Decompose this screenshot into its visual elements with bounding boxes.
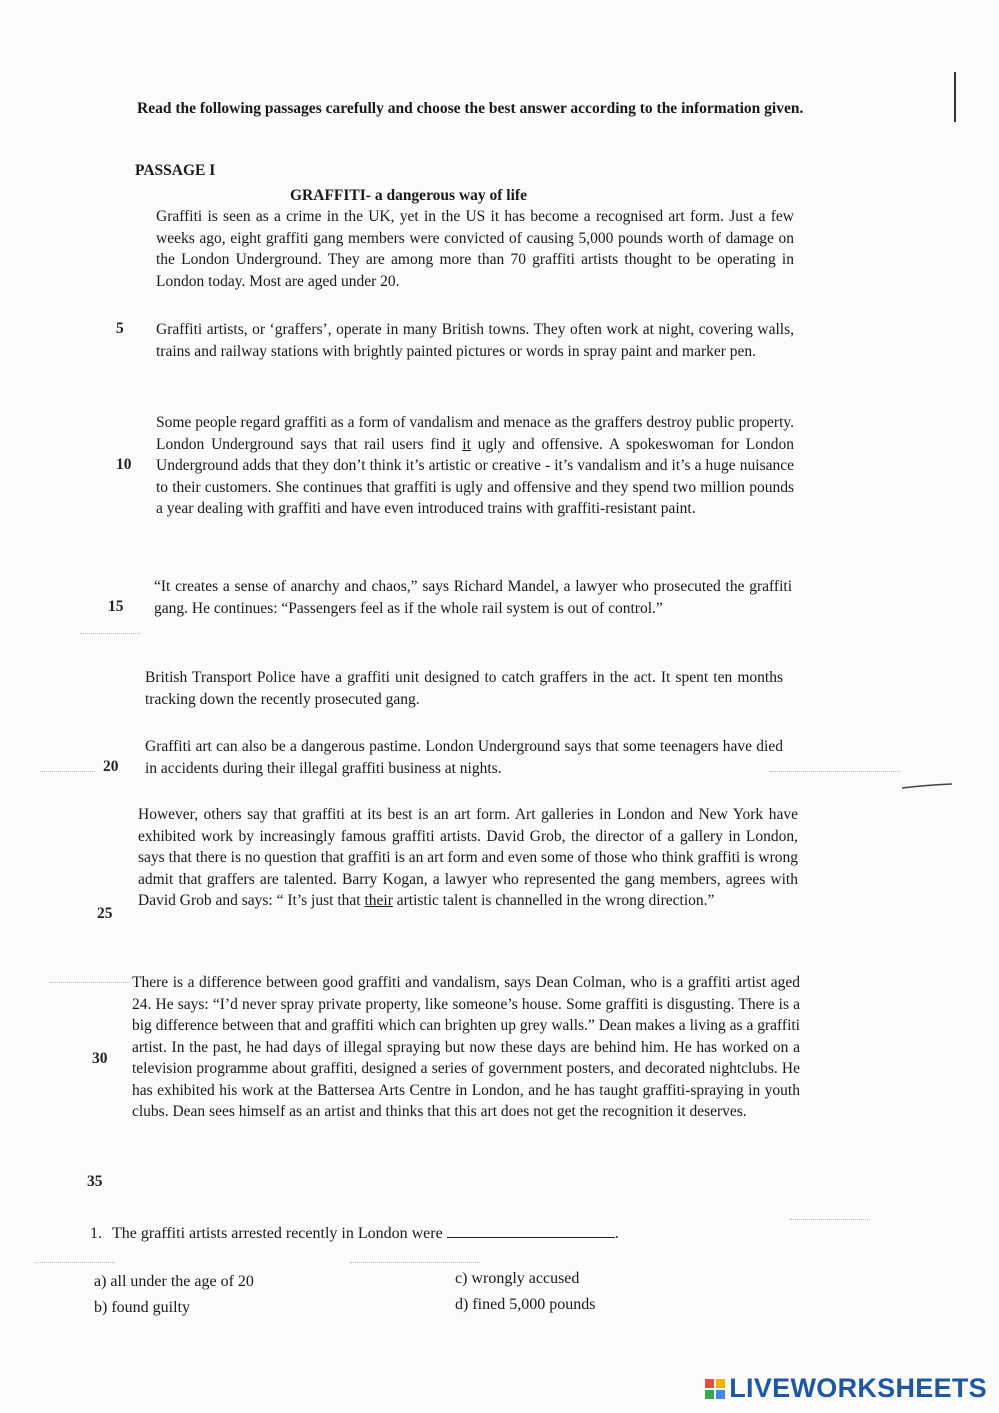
scan-dots xyxy=(790,1219,870,1220)
scan-dots xyxy=(350,1262,480,1263)
paragraph-3 xyxy=(156,412,794,520)
liveworksheets-watermark xyxy=(705,1373,987,1404)
scan-dots xyxy=(50,982,130,983)
paragraph-7 xyxy=(138,804,798,912)
line-number: 15 xyxy=(108,598,124,615)
question-1 xyxy=(90,1223,619,1243)
paragraph-8: There is a difference between good graffiti and vandalism, says Dean Colman, who is a graffiti artist aged 24. He says: “I’d never spray private property, like someone’s house. Some graffiti is disgusting. There is a big difference between that and graffiti which can brighten up grey walls.” Dean makes a living as a graffiti artist. In the past, he had days of illegal spraying but now these days are behind him. He has worked on a television programme about graffiti, designed a series of government posters, and decorated nightclubs. He has exhibited his work at the Battersea Arts Centre in London, and he has taught graffiti-spraying in youth clubs. Dean sees himself as an artist and thinks that this art does not get the recognition it deserves. xyxy=(132,974,800,1120)
option-a[interactable]: a) all under the age of 20 xyxy=(94,1273,254,1290)
line-number: 20 xyxy=(103,758,119,775)
paragraph-3-text-a: Some people regard graffiti as a form of vandalism and menace as the graffers destroy public property. London Underground says that rail users find xyxy=(156,414,794,453)
line-number: 35 xyxy=(87,1173,103,1190)
scan-edge-line xyxy=(954,72,956,122)
line-number: 5 xyxy=(116,320,124,337)
paragraph-6: Graffiti art can also be a dangerous pastime. London Underground says that some teenagers have died in accidents during their illegal graffiti business at nights. xyxy=(145,738,783,777)
underlined-word-their: their xyxy=(364,892,393,909)
passage-label: PASSAGE I xyxy=(135,162,216,179)
scan-dots xyxy=(80,633,140,634)
scan-dots xyxy=(40,771,95,772)
watermark-text: LIVEWORKSHEETS xyxy=(729,1373,987,1403)
paragraph-1: Graffiti is seen as a crime in the UK, yet in the US it has become a recognised art form. Just a few weeks ago, eight graffiti gang members were convicted of causing 5,000 pounds worth of damage on the London Underground. They are among more than 70 graffiti artists thought to be operating in London today. Most are aged under 20. xyxy=(156,208,794,290)
line-number: 30 xyxy=(92,1050,108,1067)
paragraph-5: British Transport Police have a graffiti unit designed to catch graffers in the act. It spent ten months tracking down the recently prosecuted gang. xyxy=(145,669,783,708)
paragraph-2: Graffiti artists, or ‘graffers’, operate in many British towns. They often work at night, covering walls, trains and railway stations with brightly painted pictures or words in spray paint and marker pen. xyxy=(156,321,794,360)
question-end: . xyxy=(614,1225,619,1242)
instructions: Read the following passages carefully and choose the best answer according to the information given. xyxy=(137,100,804,117)
paragraph-7-text-a: However, others say that graffiti at its best is an art form. Art galleries in London and New York have exhibited work by increasingly famous graffiti artists. David Grob, the director of a gallery in London, says that there is no question that graffiti is an art form and even some of those who think graffiti is wrong admit that graffers are talented. Barry Kogan, a lawyer who represented the gang members, agrees with David Grob and says: “ It’s just that xyxy=(138,806,798,909)
option-b[interactable]: b) found guilty xyxy=(94,1299,190,1316)
paragraph-4: “It creates a sense of anarchy and chaos,” says Richard Mandel, a lawyer who prosecuted the graffiti gang. He continues: “Passengers feel as if the whole rail system is out of control.” xyxy=(154,578,792,617)
line-number: 25 xyxy=(97,905,113,922)
paragraph-7-text-b: artistic talent is channelled in the wrong direction.” xyxy=(392,892,715,909)
passage-title: GRAFFITI- a dangerous way of life xyxy=(290,187,527,204)
underlined-word-it: it xyxy=(462,435,471,453)
option-c[interactable]: c) wrongly accused xyxy=(455,1270,580,1287)
question-text: The graffiti artists arrested recently in London were xyxy=(112,1225,443,1242)
pen-stroke xyxy=(902,783,952,789)
answer-blank[interactable] xyxy=(447,1223,615,1238)
liveworksheets-logo-icon xyxy=(705,1379,725,1399)
scan-dots xyxy=(770,771,900,772)
option-d[interactable]: d) fined 5,000 pounds xyxy=(455,1296,596,1313)
line-number: 10 xyxy=(116,456,132,473)
question-number: 1. xyxy=(90,1225,102,1242)
paragraph-3-text-b: ugly and offensive. A spokeswoman for London Underground adds that they don’t think it’s artistic or creative - it’s vandalism and it’s a huge nuisance to their customers. She continues that graffiti is ugly and offensive and they spend two million pounds a year dealing with graffiti and have even introduced trains with graffiti-resistant paint. xyxy=(156,435,794,517)
scan-dots xyxy=(35,1262,115,1263)
